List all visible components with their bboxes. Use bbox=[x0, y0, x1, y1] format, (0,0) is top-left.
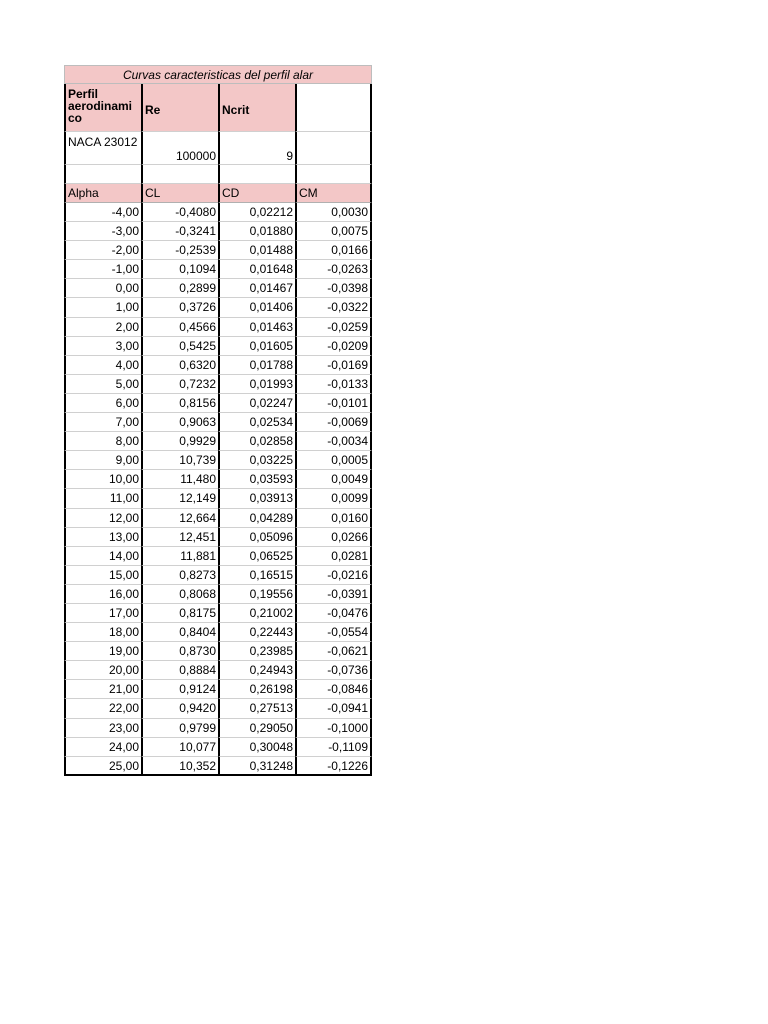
table-row bbox=[64, 585, 372, 604]
table-row bbox=[64, 642, 372, 661]
cm-cell[interactable]: -0,0554 bbox=[295, 623, 372, 642]
table-row bbox=[64, 719, 372, 738]
cd-cell[interactable]: 0,16515 bbox=[218, 566, 295, 585]
alpha-cell[interactable]: 2,00 bbox=[64, 318, 141, 337]
cm-cell[interactable]: -0,0322 bbox=[295, 298, 372, 317]
blank-cell[interactable] bbox=[218, 165, 295, 184]
re-header-cell[interactable]: Re bbox=[141, 84, 218, 132]
cm-cell[interactable]: 0,0075 bbox=[295, 222, 372, 241]
blank-cell[interactable] bbox=[141, 165, 218, 184]
cd-cell[interactable]: 0,03593 bbox=[218, 470, 295, 489]
cm-cell[interactable]: -0,0034 bbox=[295, 432, 372, 451]
cd-cell[interactable]: 0,27513 bbox=[218, 699, 295, 718]
cd-cell[interactable]: 0,02534 bbox=[218, 413, 295, 432]
table-row bbox=[64, 318, 372, 337]
alpha-cell[interactable]: 11,00 bbox=[64, 489, 141, 508]
table-row bbox=[64, 413, 372, 432]
table-row bbox=[64, 566, 372, 585]
alpha-cell[interactable]: 7,00 bbox=[64, 413, 141, 432]
alpha-cell[interactable]: 21,00 bbox=[64, 680, 141, 699]
cm-cell[interactable]: -0,0263 bbox=[295, 260, 372, 279]
alpha-cell[interactable]: 20,00 bbox=[64, 661, 141, 680]
alpha-cell[interactable]: -3,00 bbox=[64, 222, 141, 241]
cm-cell[interactable]: -0,0169 bbox=[295, 356, 372, 375]
table-row bbox=[64, 680, 372, 699]
table-row bbox=[64, 298, 372, 317]
cd-cell[interactable]: 0,21002 bbox=[218, 604, 295, 623]
cm-cell[interactable]: -0,0391 bbox=[295, 585, 372, 604]
cm-cell[interactable]: -0,1000 bbox=[295, 719, 372, 738]
cm-cell[interactable]: 0,0099 bbox=[295, 489, 372, 508]
alpha-cell[interactable]: 15,00 bbox=[64, 566, 141, 585]
table-row bbox=[64, 432, 372, 451]
cm-cell[interactable]: -0,0846 bbox=[295, 680, 372, 699]
cm-cell[interactable]: -0,0476 bbox=[295, 604, 372, 623]
blank-cell[interactable] bbox=[295, 165, 372, 184]
alpha-cell[interactable]: 16,00 bbox=[64, 585, 141, 604]
table-row bbox=[64, 337, 372, 356]
cl-cell[interactable]: 0,8068 bbox=[141, 585, 218, 604]
cl-cell[interactable]: 12,664 bbox=[141, 509, 218, 528]
cl-cell[interactable]: 0,8730 bbox=[141, 642, 218, 661]
cl-cell[interactable]: 12,451 bbox=[141, 528, 218, 547]
cd-cell[interactable]: 0,01406 bbox=[218, 298, 295, 317]
table-row bbox=[64, 394, 372, 413]
cm-cell[interactable]: 0,0030 bbox=[295, 203, 372, 222]
table-row bbox=[64, 356, 372, 375]
cd-cell[interactable]: 0,01463 bbox=[218, 318, 295, 337]
cl-cell[interactable]: -0,3241 bbox=[141, 222, 218, 241]
alpha-cell[interactable]: 22,00 bbox=[64, 699, 141, 718]
alpha-cell[interactable]: 17,00 bbox=[64, 604, 141, 623]
blank-row bbox=[64, 165, 372, 184]
cd-cell[interactable]: 0,06525 bbox=[218, 547, 295, 566]
cl-cell[interactable]: 0,9420 bbox=[141, 699, 218, 718]
cl-cell[interactable]: 0,9124 bbox=[141, 680, 218, 699]
cm-cell[interactable]: 0,0166 bbox=[295, 241, 372, 260]
alpha-cell[interactable]: 4,00 bbox=[64, 356, 141, 375]
cm-cell[interactable]: 0,0005 bbox=[295, 451, 372, 470]
perfil-header-cell[interactable]: Perfil aerodinami co bbox=[64, 84, 141, 132]
cl-cell[interactable]: 0,6320 bbox=[141, 356, 218, 375]
cl-cell[interactable]: 0,9063 bbox=[141, 413, 218, 432]
cd-cell[interactable]: 0,01648 bbox=[218, 260, 295, 279]
alpha-cell[interactable]: 13,00 bbox=[64, 528, 141, 547]
cd-cell[interactable]: 0,05096 bbox=[218, 528, 295, 547]
cm-cell[interactable]: 0,0160 bbox=[295, 509, 372, 528]
alpha-cell[interactable]: 5,00 bbox=[64, 375, 141, 394]
empty-header-cell[interactable] bbox=[295, 84, 372, 132]
table-row bbox=[64, 547, 372, 566]
cd-cell[interactable]: 0,26198 bbox=[218, 680, 295, 699]
cm-cell[interactable]: -0,0736 bbox=[295, 661, 372, 680]
cl-cell[interactable]: 0,8273 bbox=[141, 566, 218, 585]
cm-cell[interactable]: -0,0259 bbox=[295, 318, 372, 337]
table-row bbox=[64, 623, 372, 642]
cd-cell[interactable]: 0,24943 bbox=[218, 661, 295, 680]
alpha-cell[interactable]: 10,00 bbox=[64, 470, 141, 489]
cd-cell[interactable]: 0,02212 bbox=[218, 203, 295, 222]
table-row bbox=[64, 661, 372, 680]
cd-cell[interactable]: 0,01880 bbox=[218, 222, 295, 241]
table-row bbox=[64, 470, 372, 489]
cd-cell[interactable]: 0,29050 bbox=[218, 719, 295, 738]
cd-cell[interactable]: 0,02247 bbox=[218, 394, 295, 413]
cl-cell[interactable]: 12,149 bbox=[141, 489, 218, 508]
cd-cell[interactable]: 0,30048 bbox=[218, 738, 295, 757]
alpha-cell[interactable]: 23,00 bbox=[64, 719, 141, 738]
table-row bbox=[64, 489, 372, 508]
profile-name-cell[interactable]: NACA 23012 bbox=[64, 132, 141, 165]
alpha-cell[interactable]: 1,00 bbox=[64, 298, 141, 317]
cm-cell[interactable]: -0,0398 bbox=[295, 279, 372, 298]
ncrit-value-cell[interactable]: 9 bbox=[218, 132, 295, 165]
cd-cell[interactable]: 0,31248 bbox=[218, 757, 295, 776]
column-header-row bbox=[64, 184, 372, 203]
cm-cell[interactable]: 0,0266 bbox=[295, 528, 372, 547]
cl-cell[interactable]: -0,4080 bbox=[141, 203, 218, 222]
cl-cell[interactable]: 0,3726 bbox=[141, 298, 218, 317]
ncrit-header-cell[interactable]: Ncrit bbox=[218, 84, 295, 132]
alpha-cell[interactable]: 6,00 bbox=[64, 394, 141, 413]
alpha-cell[interactable]: -4,00 bbox=[64, 203, 141, 222]
cd-cell[interactable]: 0,04289 bbox=[218, 509, 295, 528]
table-row bbox=[64, 260, 372, 279]
table-row bbox=[64, 203, 372, 222]
alpha-cell[interactable]: -2,00 bbox=[64, 241, 141, 260]
table-row bbox=[64, 241, 372, 260]
cl-cell[interactable]: 0,9799 bbox=[141, 719, 218, 738]
cl-cell[interactable]: 0,8884 bbox=[141, 661, 218, 680]
cd-cell[interactable]: 0,01467 bbox=[218, 279, 295, 298]
profile-row bbox=[64, 132, 372, 165]
cl-cell[interactable]: 0,4566 bbox=[141, 318, 218, 337]
cl-cell[interactable]: 10,739 bbox=[141, 451, 218, 470]
alpha-column-header[interactable]: Alpha bbox=[64, 184, 141, 203]
cl-column-header[interactable]: CL bbox=[141, 184, 218, 203]
table-row bbox=[64, 451, 372, 470]
cm-cell[interactable]: -0,0216 bbox=[295, 566, 372, 585]
cm-cell[interactable]: 0,0281 bbox=[295, 547, 372, 566]
cd-column-header[interactable]: CD bbox=[218, 184, 295, 203]
alpha-cell[interactable]: 3,00 bbox=[64, 337, 141, 356]
cd-cell[interactable]: 0,01993 bbox=[218, 375, 295, 394]
alpha-cell[interactable]: 25,00 bbox=[64, 757, 141, 776]
alpha-cell[interactable]: 19,00 bbox=[64, 642, 141, 661]
table-row bbox=[64, 279, 372, 298]
cd-cell[interactable]: 0,23985 bbox=[218, 642, 295, 661]
cd-cell[interactable]: 0,01488 bbox=[218, 241, 295, 260]
empty-profile-cell[interactable] bbox=[295, 132, 372, 165]
blank-cell[interactable] bbox=[64, 165, 141, 184]
cd-cell[interactable]: 0,01605 bbox=[218, 337, 295, 356]
cd-cell[interactable]: 0,03225 bbox=[218, 451, 295, 470]
cm-cell[interactable]: 0,0049 bbox=[295, 470, 372, 489]
spreadsheet-table bbox=[64, 65, 372, 776]
cl-cell[interactable]: 10,352 bbox=[141, 757, 218, 776]
cl-cell[interactable]: 0,8175 bbox=[141, 604, 218, 623]
cm-cell[interactable]: -0,0209 bbox=[295, 337, 372, 356]
table-row bbox=[64, 738, 372, 757]
cl-cell[interactable]: -0,2539 bbox=[141, 241, 218, 260]
cm-cell[interactable]: -0,0621 bbox=[295, 642, 372, 661]
cd-cell[interactable]: 0,22443 bbox=[218, 623, 295, 642]
table-row bbox=[64, 604, 372, 623]
table-row bbox=[64, 222, 372, 241]
cl-cell[interactable]: 0,2899 bbox=[141, 279, 218, 298]
cl-cell[interactable]: 0,1094 bbox=[141, 260, 218, 279]
cd-cell[interactable]: 0,02858 bbox=[218, 432, 295, 451]
table-row bbox=[64, 509, 372, 528]
cm-column-header[interactable]: CM bbox=[295, 184, 372, 203]
cd-cell[interactable]: 0,03913 bbox=[218, 489, 295, 508]
cl-cell[interactable]: 0,9929 bbox=[141, 432, 218, 451]
alpha-cell[interactable]: 9,00 bbox=[64, 451, 141, 470]
alpha-cell[interactable]: 0,00 bbox=[64, 279, 141, 298]
header-row bbox=[64, 84, 372, 132]
re-value-cell[interactable]: 100000 bbox=[141, 132, 218, 165]
data-rows bbox=[64, 203, 372, 776]
cl-cell[interactable]: 0,5425 bbox=[141, 337, 218, 356]
alpha-cell[interactable]: 12,00 bbox=[64, 509, 141, 528]
table-title: Curvas caracteristicas del perfil alar bbox=[64, 65, 372, 84]
cm-cell[interactable]: -0,0133 bbox=[295, 375, 372, 394]
cm-cell[interactable]: -0,1226 bbox=[295, 757, 372, 776]
cd-cell[interactable]: 0,01788 bbox=[218, 356, 295, 375]
cl-cell[interactable]: 10,077 bbox=[141, 738, 218, 757]
cl-cell[interactable]: 11,881 bbox=[141, 547, 218, 566]
cl-cell[interactable]: 11,480 bbox=[141, 470, 218, 489]
table-row bbox=[64, 375, 372, 394]
cd-cell[interactable]: 0,19556 bbox=[218, 585, 295, 604]
cm-cell[interactable]: -0,0069 bbox=[295, 413, 372, 432]
table-row bbox=[64, 528, 372, 547]
cm-cell[interactable]: -0,1109 bbox=[295, 738, 372, 757]
alpha-cell[interactable]: 8,00 bbox=[64, 432, 141, 451]
cl-cell[interactable]: 0,7232 bbox=[141, 375, 218, 394]
table-row bbox=[64, 699, 372, 718]
alpha-cell[interactable]: -1,00 bbox=[64, 260, 141, 279]
alpha-cell[interactable]: 24,00 bbox=[64, 738, 141, 757]
cm-cell[interactable]: -0,0941 bbox=[295, 699, 372, 718]
cl-cell[interactable]: 0,8404 bbox=[141, 623, 218, 642]
cm-cell[interactable]: -0,0101 bbox=[295, 394, 372, 413]
alpha-cell[interactable]: 14,00 bbox=[64, 547, 141, 566]
table-row bbox=[64, 757, 372, 776]
cl-cell[interactable]: 0,8156 bbox=[141, 394, 218, 413]
alpha-cell[interactable]: 18,00 bbox=[64, 623, 141, 642]
